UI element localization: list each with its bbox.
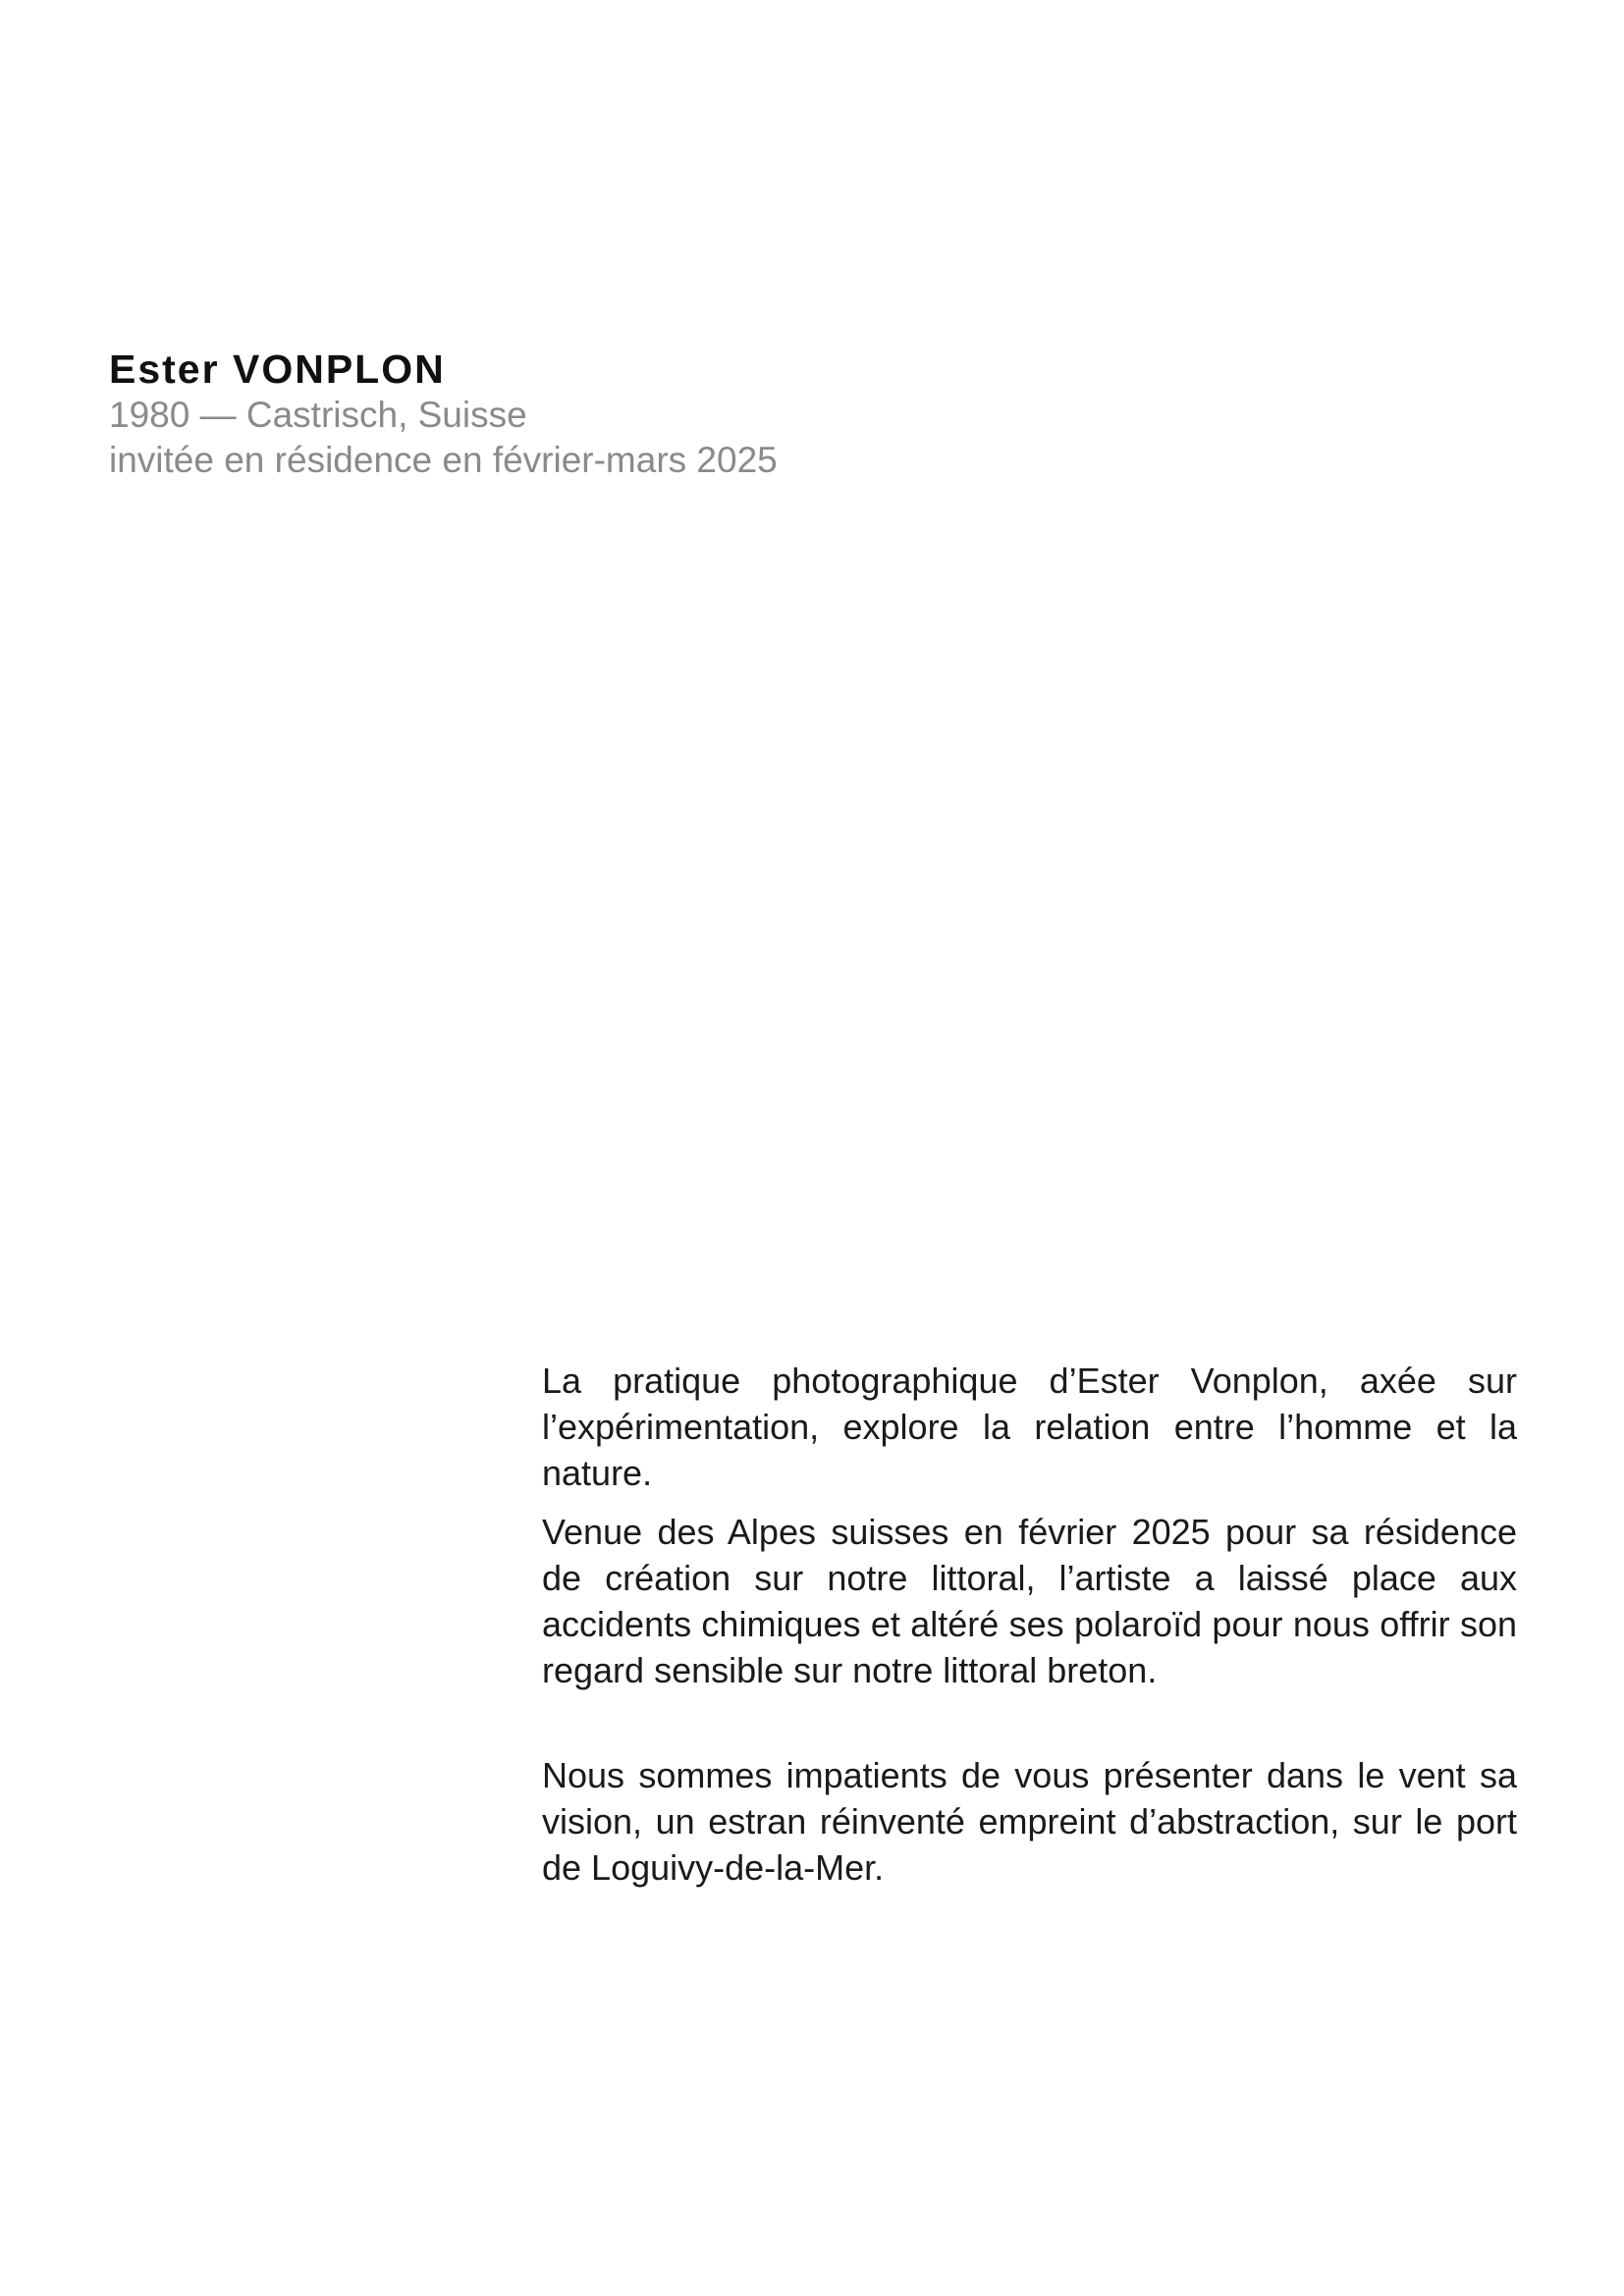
artist-last-name: VONPLON <box>232 347 446 392</box>
artist-description <box>542 1358 1517 1891</box>
description-paragraph-1: La pratique photographique d’Ester Vonplon, axée sur l’expérimentation, explore la relation entre l’homme et la nature. <box>542 1361 1517 1493</box>
artist-first-name: Ester <box>109 347 220 392</box>
artist-birth-line: 1980 — Castrisch, Suisse <box>109 395 527 435</box>
artist-name <box>109 346 993 393</box>
artist-residency-line: invitée en résidence en février-mars 2025 <box>109 440 778 480</box>
artist-header <box>109 346 993 483</box>
description-paragraph-2: Venue des Alpes suisses en février 2025 pour sa résidence de création sur notre littoral, l’artiste a laissé place aux accidents chimiques et altéré ses polaroïd pour nous offrir son regard sensible sur notre littoral breton. <box>542 1512 1517 1690</box>
description-paragraph-3: Nous sommes impatients de vous présenter dans le vent sa vision, un estran réinventé empreint d’abstraction, sur le port de Loguivy-de-la-Mer. <box>542 1755 1517 1888</box>
